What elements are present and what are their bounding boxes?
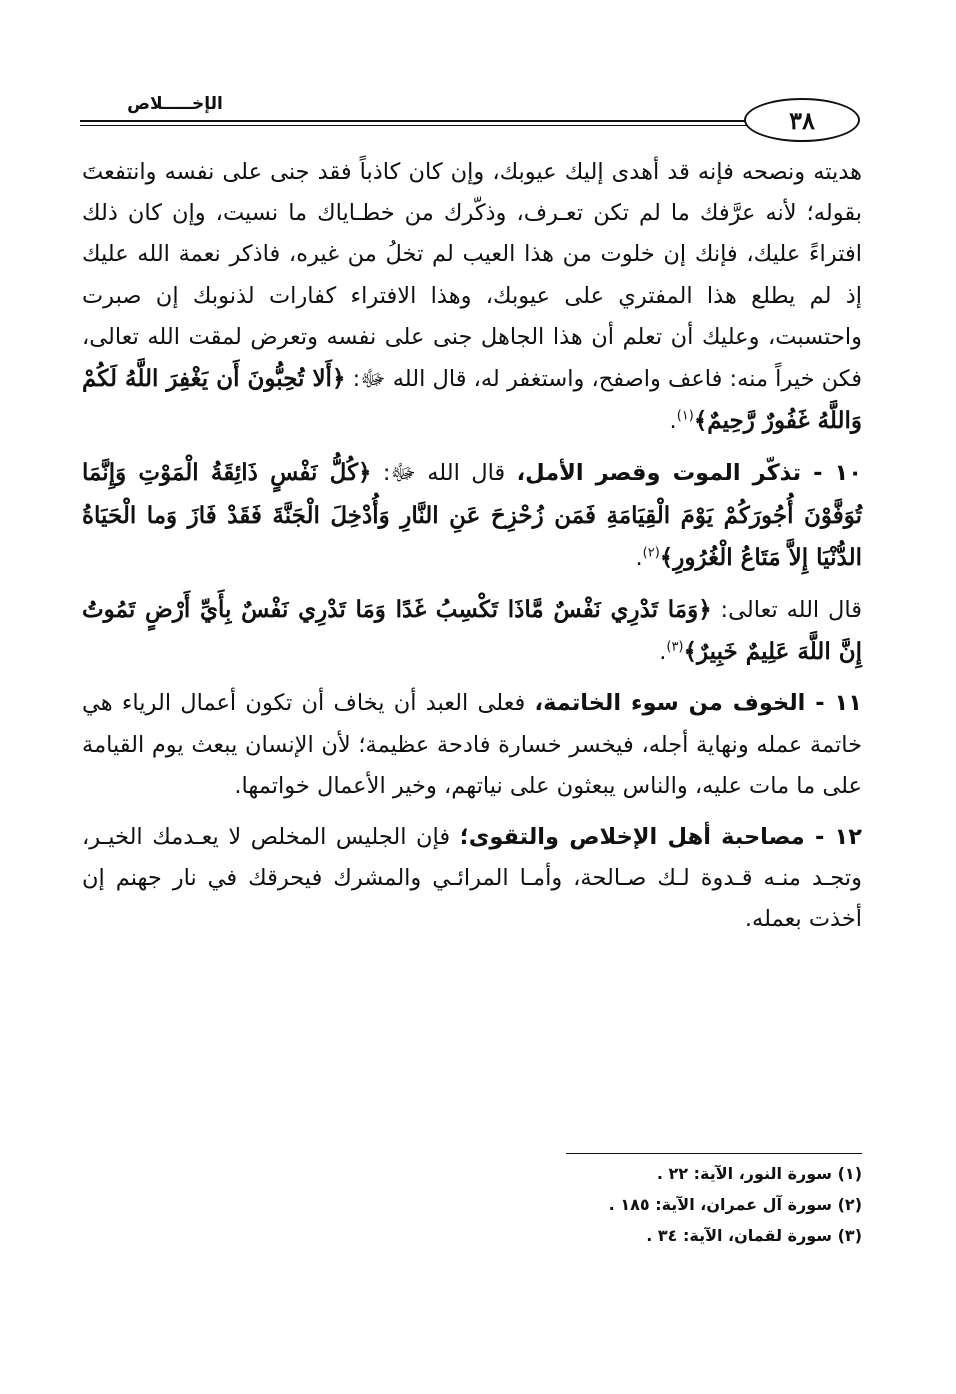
section-heading-11: ١١ - الخوف من سوء الخاتمة، — [534, 690, 863, 717]
paragraph-2-text: قال الله ﷻ: — [382, 460, 506, 487]
paragraph-3-text: قال الله تعالى: — [720, 597, 863, 624]
body-text — [82, 152, 862, 941]
header-rule-thin — [80, 125, 750, 126]
section-heading-10: ١٠ - تذكّر الموت وقصر الأمل، — [516, 460, 863, 487]
footnote-ref-3: (٣) — [666, 639, 684, 655]
paragraph-3: قال الله تعالى: ﴿وَمَا تَدْرِي نَفْسٌ مَّاذَا تَكْسِبُ غَدًا وَمَا تَدْرِي نَفْسٌ بِأَيِّ أَرْضٍ تَمُوتُ إِنَّ اللَّهَ عَلِيمٌ خَبِيرٌ﴾$^{(٣)}$. — [82, 596, 863, 666]
quran-verse-3: ﴿وَمَا تَدْرِي نَفْسٌ مَّاذَا تَكْسِبُ غَدًا وَمَا تَدْرِي نَفْسٌ بِأَيِّ أَرْضٍ تَمُوتُ إِنَّ اللَّهَ عَلِيمٌ خَبِيرٌ﴾ — [82, 596, 862, 666]
paragraph-4-text: فعلى العبد أن يخاف أن تكون أعمال الرياء هي خاتمة عمله ونهاية أجله، فيخسر خسارة فادحة عظيمة؛ لأن الإنسان يبعث يوم القيامة على ما مات عليه، والناس يبعثون على نياتهم، وخير الأعمال خواتمها. — [82, 690, 862, 799]
footnote-ref-1: (١) — [676, 408, 694, 424]
footnote-2: (٢) سورة آل عمران، الآية: ١٨٥ . — [608, 1195, 862, 1214]
page-number: ٣٨ — [744, 98, 860, 142]
footnote-divider — [566, 1153, 862, 1154]
quran-verse-1: ﴿أَلا تُحِبُّونَ أَن يَغْفِرَ اللَّهُ لَكُمْ وَاللَّهُ غَفُورٌ رَّحِيمٌ﴾ — [81, 365, 862, 435]
paragraph-5 — [82, 817, 862, 941]
header-rule — [80, 120, 750, 122]
paragraph-4 — [82, 683, 862, 807]
running-title: الإخـــــلاص — [127, 94, 223, 114]
footnote-1: (١) سورة النور، الآية: ٢٢ . — [656, 1164, 862, 1183]
footnote-ref-2: (٢) — [642, 545, 660, 561]
paragraph-5-text: فإن الجليس المخلص لا يعـدمك الخيـر، وتجـد منـه قـدوة لـك صـالحة، وأمـا المرائـي والمشرك فيحرقك في نار جهنم إن أخذت بعمله. — [82, 824, 862, 933]
paragraph-1: هديته ونصحه فإنه قد أهدى إليك عيوبك، وإن كان كاذباً فقد جنى على نفسه وانتفعتَ بقوله؛ لأنه عرَّفك ما لم تكن تعـرف، وذكّرك من خطـاياك ما نسيت، وإن كان ذلك افتراءً عليك، فإنك إن خلوت من هذا العيب لم تخلُ من غيره، فاذكر نعمة الله عليك إذ لم يطلع هذا المفتري على عيوبك، وهذا الافتراء كفارات لذنوبك إن صبرت واحتسبت، وعليك أن تعلم أن هذا الجاهل جنى على نفسه وتعرض لمقت الله تعالى، فكن خيراً منه: فاعف واصفح، واستغفر له، قال الله ﷻ: ﴿أَلا تُحِبُّونَ أَن يَغْفِرَ اللَّهُ لَكُمْ وَاللَّهُ غَفُورٌ رَّحِيمٌ﴾$^{(١)}$. — [81, 159, 862, 435]
paragraph-2: ١٠ - تذكّر الموت وقصر الأمل، قال الله ﷻ: ﴿كُلُّ نَفْسٍ ذَائِقَةُ الْمَوْتِ وَإِنَّمَا تُوَفَّوْنَ أُجُورَكُمْ يَوْمَ الْقِيَامَةِ فَمَن زُحْزِحَ عَنِ النَّارِ وَأُدْخِلَ الْجَنَّةَ فَقَدْ فَازَ وَما الْحَيَاةُ الدُّنْيَا إِلاَّ مَتَاعُ الْغُرُورِ﴾$^{(٢)}$. — [82, 459, 863, 571]
footnotes — [560, 1158, 862, 1251]
footnote-3: (٣) سورة لقمان، الآية: ٣٤ . — [646, 1226, 862, 1245]
page-header — [70, 92, 860, 144]
quran-verse-2: ﴿كُلُّ نَفْسٍ ذَائِقَةُ الْمَوْتِ وَإِنَّمَا تُوَفَّوْنَ أُجُورَكُمْ يَوْمَ الْقِيَامَةِ فَمَن زُحْزِحَ عَنِ النَّارِ وَأُدْخِلَ الْجَنَّةَ فَقَدْ فَازَ وَما الْحَيَاةُ الدُّنْيَا إِلاَّ مَتَاعُ الْغُرُورِ﴾ — [82, 459, 862, 571]
section-heading-12: ١٢ - مصاحبة أهل الإخلاص والتقوى؛ — [459, 824, 863, 851]
paragraph-1-text: هديته ونصحه فإنه قد أهدى إليك عيوبك، وإن كان كاذباً فقد جنى على نفسه وانتفعتَ بقوله؛ لأنه عرَّفك ما لم تكن تعـرف، وذكّرك من خطـاياك ما نسيت، وإن كان ذلك افتراءً عليك، فإنك إن خلوت من هذا العيب لم تخلُ من غيره، فاذكر نعمة الله عليك إذ لم يطلع هذا المفتري على عيوبك، وهذا الافتراء كفارات لذنوبك إن صبرت واحتسبت، وعليك أن تعلم أن هذا الجاهل جنى على نفسه وتعرض لمقت الله تعالى، فكن خيراً منه: فاعف واصفح، واستغفر له، قال الله ﷻ: — [82, 159, 862, 393]
